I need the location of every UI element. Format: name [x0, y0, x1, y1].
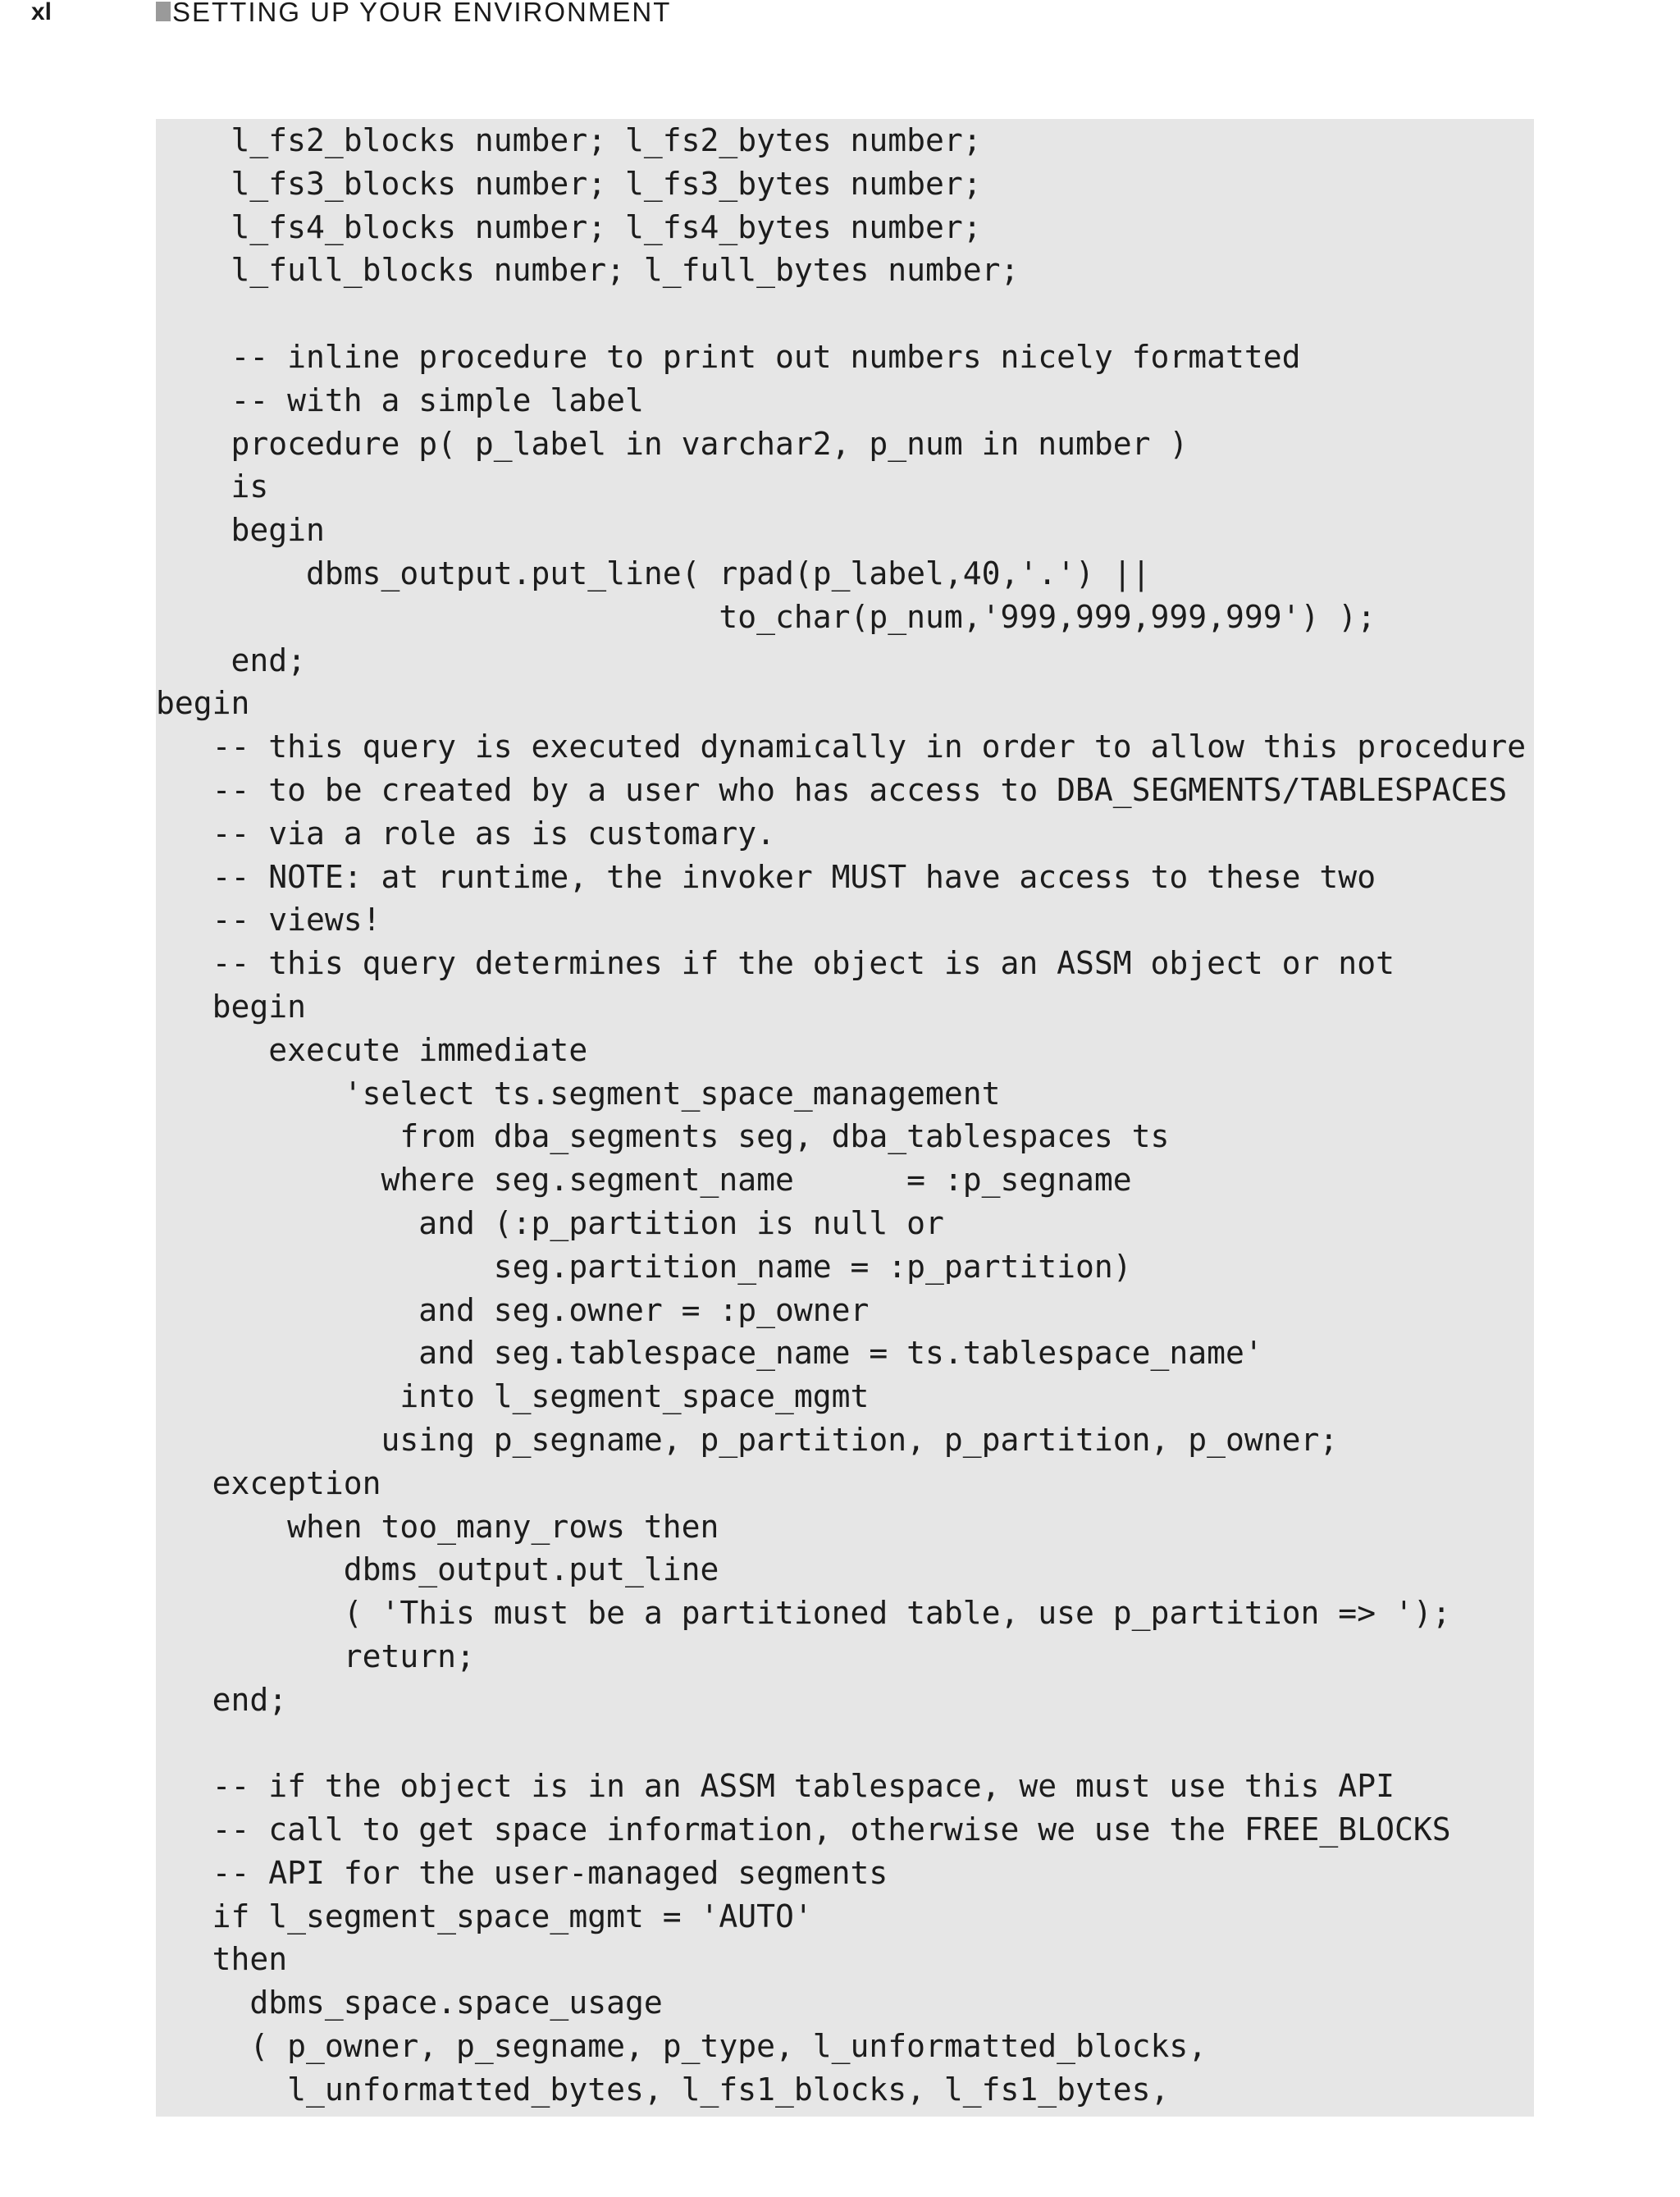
code-line: where seg.segment_name = :p_segname — [156, 1162, 1132, 1199]
code-line: dbms_space.space_usage — [156, 1985, 663, 2021]
code-line: -- views! — [156, 902, 381, 939]
code-line: dbms_output.put_line( rpad(p_label,40,'.') || — [156, 555, 1151, 592]
code-line: l_fs2_blocks number; l_fs2_bytes number; — [156, 122, 982, 158]
code-line: is — [156, 468, 269, 505]
code-line: when too_many_rows then — [156, 1508, 719, 1545]
code-line: return; — [156, 1637, 475, 1674]
code-line: -- if the object is in an ASSM tablespace, we must use this API — [156, 1768, 1395, 1805]
code-line: from dba_segments seg, dba_tablespaces ts — [156, 1118, 1170, 1155]
code-line: begin — [156, 685, 250, 722]
code-line: -- to be created by a user who has access to DBA_SEGMENTS/TABLESPACES — [156, 771, 1508, 808]
code-line: exception — [156, 1464, 381, 1501]
code-line: begin — [156, 988, 307, 1025]
code-line: -- via a role as is customary. — [156, 815, 775, 852]
code-line — [156, 1721, 1526, 1765]
code-line: ( p_owner, p_segname, p_type, l_unformatted_blocks, — [156, 2028, 1208, 2065]
code-line: then — [156, 1941, 288, 1978]
code-line: -- API for the user-managed segments — [156, 1854, 888, 1891]
code-line: l_unformatted_bytes, l_fs1_blocks, l_fs1_bytes, — [156, 2071, 1170, 2108]
code-line: -- inline procedure to print out numbers nicely formatted — [156, 338, 1301, 375]
code-line: 'select ts.segment_space_management — [156, 1075, 1001, 1112]
code-line: using p_segname, p_partition, p_partition, p_owner; — [156, 1421, 1339, 1458]
code-line: to_char(p_num,'999,999,999,999') ); — [156, 598, 1376, 635]
code-line: and (:p_partition is null or — [156, 1204, 944, 1241]
code-line: end; — [156, 642, 307, 678]
code-line: -- call to get space information, otherwise we use the FREE_BLOCKS — [156, 1811, 1451, 1848]
code-line: l_fs4_blocks number; l_fs4_bytes number; — [156, 208, 982, 245]
code-line — [156, 292, 1526, 336]
code-line: dbms_output.put_line — [156, 1551, 719, 1588]
code-line: begin — [156, 512, 325, 549]
code-line: seg.partition_name = :p_partition) — [156, 1248, 1132, 1285]
page-number: xl — [31, 0, 52, 25]
code-line: l_full_blocks number; l_full_bytes number; — [156, 252, 1020, 289]
code-line: -- with a simple label — [156, 381, 644, 418]
code-line: -- this query is executed dynamically in order to allow this procedure — [156, 729, 1527, 765]
code-line: end; — [156, 1681, 288, 1718]
running-head: SETTING UP YOUR ENVIRONMENT — [172, 0, 672, 27]
code-line: execute immediate — [156, 1031, 588, 1068]
code-line: and seg.tablespace_name = ts.tablespace_name' — [156, 1335, 1263, 1372]
code-line: procedure p( p_label in varchar2, p_num in number ) — [156, 425, 1189, 462]
code-listing — [156, 119, 1534, 2117]
running-head-marker — [156, 2, 171, 21]
code-line: ( 'This must be a partitioned table, use p_partition => '); — [156, 1595, 1451, 1632]
code-line: -- NOTE: at runtime, the invoker MUST have access to these two — [156, 858, 1376, 895]
code-line: if l_segment_space_mgmt = 'AUTO' — [156, 1898, 813, 1934]
code-line: and seg.owner = :p_owner — [156, 1291, 870, 1328]
code-line: l_fs3_blocks number; l_fs3_bytes number; — [156, 165, 982, 202]
code-line: -- this query determines if the object is an ASSM object or not — [156, 945, 1395, 982]
code-block — [156, 119, 1526, 2112]
code-line: into l_segment_space_mgmt — [156, 1378, 870, 1415]
